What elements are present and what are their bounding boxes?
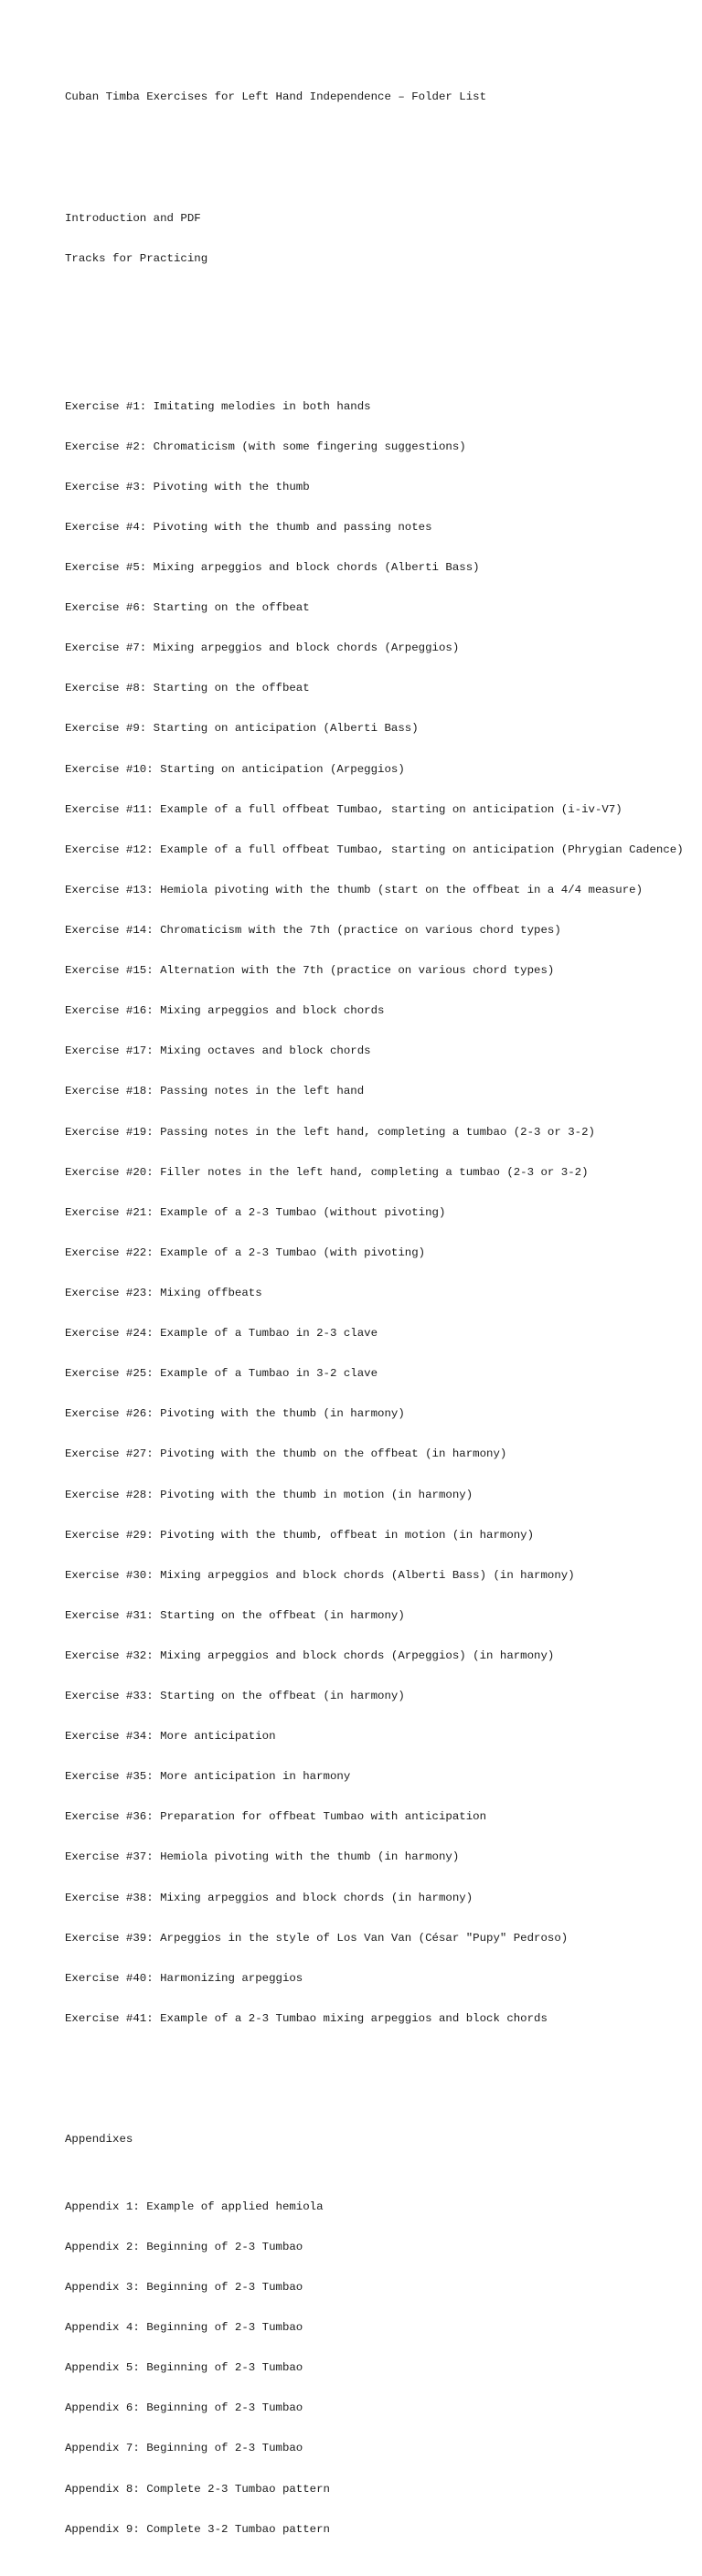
exercise-item: Exercise #31: Starting on the offbeat (in harmony) — [65, 1608, 405, 1622]
exercise-item: Exercise #34: More anticipation — [65, 1730, 276, 1744]
blank-line — [65, 319, 686, 333]
exercise-item: Exercise #28: Pivoting with the thumb in motion (in harmony) — [65, 1488, 473, 1501]
exercise-item: Exercise #27: Pivoting with the thumb on the offbeat (in harmony) — [65, 1447, 507, 1461]
intro-item: Tracks for Practicing — [65, 251, 208, 265]
exercise-item: Exercise #38: Mixing arpeggios and block chords (in harmony) — [65, 1891, 473, 1904]
exercise-item: Exercise #23: Mixing offbeats — [65, 1286, 262, 1299]
appendix-item: Appendix 4: Beginning of 2-3 Tumbao — [65, 2321, 303, 2335]
exercise-item: Exercise #6: Starting on the offbeat — [65, 601, 310, 615]
exercise-item: Exercise #4: Pivoting with the thumb and passing notes — [65, 520, 432, 534]
exercise-item: Exercise #10: Starting on anticipation (Arpeggios) — [65, 762, 405, 776]
blank-line — [65, 132, 686, 145]
exercise-item: Exercise #1: Imitating melodies in both hands — [65, 399, 371, 413]
exercise-item: Exercise #30: Mixing arpeggios and block chords (Alberti Bass) (in harmony) — [65, 1568, 575, 1582]
appendix-item: Appendix 1: Example of applied hemiola — [65, 2200, 324, 2213]
exercise-item: Exercise #15: Alternation with the 7th (practice on various chord types) — [65, 964, 555, 978]
exercise-item: Exercise #5: Mixing arpeggios and block chords (Alberti Bass) — [65, 560, 480, 574]
appendix-item: Appendix 3: Beginning of 2-3 Tumbao — [65, 2280, 303, 2294]
blank-line — [65, 2079, 686, 2093]
exercise-item: Exercise #25: Example of a Tumbao in 3-2 clave — [65, 1367, 378, 1381]
exercise-item: Exercise #24: Example of a Tumbao in 2-3 clave — [65, 1327, 378, 1341]
exercise-item: Exercise #37: Hemiola pivoting with the thumb (in harmony) — [65, 1850, 460, 1864]
appendix-item: Appendix 5: Beginning of 2-3 Tumbao — [65, 2361, 303, 2375]
exercise-item: Exercise #7: Mixing arpeggios and block chords (Arpeggios) — [65, 641, 460, 655]
exercise-item: Exercise #3: Pivoting with the thumb — [65, 480, 310, 493]
appendix-item: Appendix 6: Beginning of 2-3 Tumbao — [65, 2401, 303, 2415]
document-page — [65, 64, 686, 2576]
appendix-item: Appendix 8: Complete 2-3 Tumbao pattern — [65, 2482, 330, 2496]
exercise-item: Exercise #19: Passing notes in the left hand, completing a tumbao (2-3 or 3-2) — [65, 1125, 595, 1139]
appendix-item: Appendix 2: Beginning of 2-3 Tumbao — [65, 2240, 303, 2253]
exercise-item: Exercise #26: Pivoting with the thumb (in harmony) — [65, 1407, 405, 1421]
exercise-item: Exercise #36: Preparation for offbeat Tumbao with anticipation — [65, 1810, 487, 1824]
appendixes-heading: Appendixes — [65, 2133, 133, 2147]
intro-item: Introduction and PDF — [65, 211, 201, 225]
exercise-item: Exercise #18: Passing notes in the left hand — [65, 1085, 365, 1098]
exercise-item: Exercise #35: More anticipation in harmony — [65, 1770, 351, 1784]
appendix-list — [65, 2173, 686, 2562]
exercise-item: Exercise #21: Example of a 2-3 Tumbao (without pivoting) — [65, 1205, 446, 1219]
exercise-item: Exercise #39: Arpeggios in the style of Los Van Van (César "Pupy" Pedroso) — [65, 1931, 569, 1945]
exercise-item: Exercise #9: Starting on anticipation (Alberti Bass) — [65, 722, 419, 736]
exercise-item: Exercise #29: Pivoting with the thumb, offbeat in motion (in harmony) — [65, 1528, 535, 1542]
exercise-item: Exercise #13: Hemiola pivoting with the thumb (start on the offbeat in a 4/4 measure) — [65, 883, 644, 896]
intro-list — [65, 185, 686, 292]
exercise-item: Exercise #2: Chromaticism (with some fingering suggestions) — [65, 440, 466, 453]
exercise-item: Exercise #33: Starting on the offbeat (in harmony) — [65, 1690, 405, 1703]
exercise-item: Exercise #20: Filler notes in the left hand, completing a tumbao (2-3 or 3-2) — [65, 1165, 589, 1179]
exercise-item: Exercise #41: Example of a 2-3 Tumbao mixing arpeggios and block chords — [65, 2011, 548, 2025]
exercise-item: Exercise #8: Starting on the offbeat — [65, 682, 310, 695]
exercise-item: Exercise #16: Mixing arpeggios and block chords — [65, 1004, 385, 1018]
document-title: Cuban Timba Exercises for Left Hand Independence – Folder List — [65, 90, 487, 104]
appendix-item: Appendix 9: Complete 3-2 Tumbao pattern — [65, 2522, 330, 2536]
exercise-item: Exercise #14: Chromaticism with the 7th (practice on various chord types) — [65, 923, 561, 937]
exercise-item: Exercise #11: Example of a full offbeat Tumbao, starting on anticipation (i-iv-V7) — [65, 802, 622, 816]
exercise-list — [65, 373, 686, 2052]
exercise-item: Exercise #32: Mixing arpeggios and block chords (Arpeggios) (in harmony) — [65, 1648, 555, 1662]
exercise-item: Exercise #17: Mixing octaves and block chords — [65, 1044, 371, 1058]
appendix-item: Appendix 7: Beginning of 2-3 Tumbao — [65, 2442, 303, 2455]
exercise-item: Exercise #12: Example of a full offbeat Tumbao, starting on anticipation (Phrygian Cadence) — [65, 843, 684, 856]
exercise-item: Exercise #22: Example of a 2-3 Tumbao (with pivoting) — [65, 1246, 426, 1259]
exercise-item: Exercise #40: Harmonizing arpeggios — [65, 1971, 303, 1985]
